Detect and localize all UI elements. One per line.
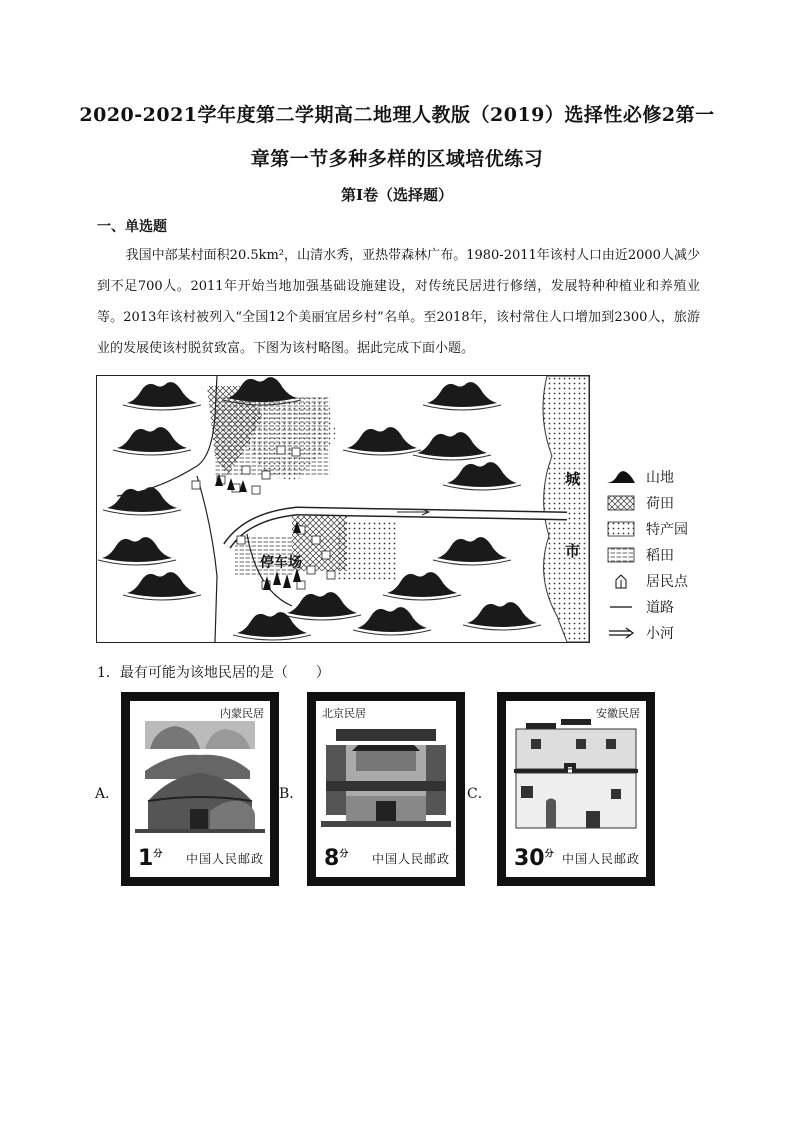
lotus-field-icon <box>604 494 638 512</box>
stamp-value: $30^分$ <box>514 846 554 871</box>
map-legend <box>604 464 724 646</box>
legend-item: 特产园 <box>604 516 724 542</box>
volume-title: 第I卷（选择题） <box>340 186 454 204</box>
stamp-value: $8^分$ <box>324 846 349 871</box>
village-map <box>96 375 590 643</box>
stamp-label: 内蒙民居 <box>220 707 264 720</box>
parking-label: 停车场 <box>260 555 302 571</box>
river-icon <box>604 624 638 642</box>
stamp-anhui[interactable] <box>497 692 655 886</box>
option-c-letter: C． <box>467 786 492 802</box>
city-label-1: 城 <box>565 470 581 488</box>
legend-item: 小河 <box>604 620 724 646</box>
legend-item: 稻田 <box>604 542 724 568</box>
question-stem: 1．最有可能为该地民居的是（ ） <box>97 665 330 681</box>
doc-title-line1: 2020-2021学年度第二学期高二地理人教版（2019）选择性必修2第一 <box>79 104 715 126</box>
rice-field-icon <box>604 546 638 564</box>
road-icon <box>604 598 638 616</box>
stamp-post: 中国人民邮政 <box>561 852 640 866</box>
stamp-inner-mongolia[interactable] <box>121 692 279 886</box>
legend-item: 居民点 <box>604 568 724 594</box>
stamp-post: 中国人民邮政 <box>371 852 450 866</box>
stamp-label: 安徽民居 <box>596 707 640 720</box>
doc-title-line2: 章第一节多种多样的区域培优练习 <box>250 148 544 170</box>
settlement-icon <box>604 572 638 590</box>
legend-item: 道路 <box>604 594 724 620</box>
stamp-beijing[interactable] <box>307 692 465 886</box>
option-b-letter: B． <box>279 786 304 802</box>
city-label-2: 市 <box>565 542 581 560</box>
specialty-garden-icon <box>604 520 638 538</box>
legend-item: 荷田 <box>604 490 724 516</box>
section-heading: 一、单选题 <box>97 219 167 235</box>
stamp-post: 中国人民邮政 <box>185 852 264 866</box>
map-drawing <box>97 376 589 642</box>
stamp-value: $1^分$ <box>138 846 163 871</box>
mountain-icon <box>604 468 638 486</box>
stamp-label: 北京民居 <box>322 707 366 720</box>
passage: 我国中部某村面积20.5km²，山清水秀，亚热带森林广布。1980-2011年该村人口由近2000人减少到不足700人。2011年开始当地加强基础设施建设，对传统民居进行修缮，发展特种种植业和养殖业等。2013年该村被列入“全国12个美丽宜居乡村”名单。至2018年，该村常住人口增加到2300人，旅游业的发展使该村脱贫致富。下图为该村略图。据此完成下面小题。 <box>97 248 700 356</box>
legend-item: 山地 <box>604 464 724 490</box>
option-a-letter: A． <box>95 786 120 802</box>
